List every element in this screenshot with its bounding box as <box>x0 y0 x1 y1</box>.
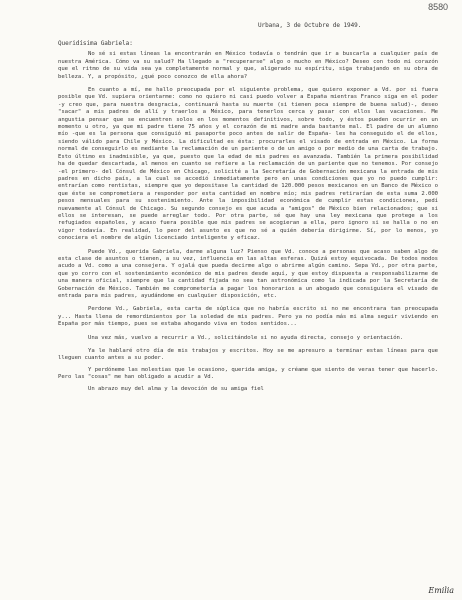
archive-number: 8580 <box>428 2 448 12</box>
dateline: Urbana, 3 de Octubre de 1949. <box>258 22 362 29</box>
signature: Emilia <box>428 585 454 595</box>
paragraph: Puede Vd., querida Gabriela, darme alguna luz? Pienso que Vd. conoce a personas que acaso saben algo de esta clase de asuntos o tienen, a su vez, influencia en las altas esferas. Quizá estoy equivocada. De todos modos acudo a Vd. como a una consejera. Y ojalá que pueda decirme algo o abrirme algún camino. Sepa Vd., por otra parte, que yo corro con el sostenimiento económico de mis padres desde aquí, y que estoy dispuesta a responsabilizarme de una manera oficial, siempre que la cantidad fijada no sea tan astronómica como la indicada por la Secretaría de Gobernación de México. También me comprometería a pagar los honorarios a un abogado que consiguiera el visado de entrada para mis padres, ayudándome en cualquier disposición, etc. <box>58 248 438 299</box>
closing-line: Ya le hablaré otro día de mis trabajos y escritos. Hoy se me apresuro a terminar estas líneas para que lleguen cuanto antes a su poder. <box>58 348 438 362</box>
closing-line: Un abrazo muy del alma y la devoción de su amiga fiel <box>88 385 264 392</box>
paragraph: En cuanto a mí, me hallo preocupada por el siguiente problema, que quiero exponer a Vd. por si fuera posible que Vd. supiera orientarme: como no quiero ni casi puedo volver a España mientras Franco siga en el poder -y creo que, para nuestra desgracia, continuará hasta su muerte (si tienen poca siempre de buena salud)-, deseo "sacar" a mis padres de allí y traerlos a México, para tenerlos cerca y pasar con ellos las vacaciones. Me angustia pensar que se encuentren solos en los momentos definitivos, sobre todo, y éstos pueden ocurrir en un momento u otro, ya que mi padre tiene 75 años y el corazón de mi madre anda bastante mal. El padre de un alumno mío -que es la persona que consiguió mi pasaporte poco antes de salir de España- les ha conseguido el de ellos, siendo válido para Chile y México. La dificultad es ésta: procurarles el visado de entrada en México. La forma normal de conseguirlo es mediante la reclamación de un pariente o de un amigo o por medio de una carta de trabajo. Esto último es inadmisible, ya que, puesto que la edad de mis padres es avanzada. También la primera posibilidad ha de quedar descartada, al menos en cuanto se refiere a la reclamación de un pariente que no tenemos. Por consejo -el primero- del Cónsul de México en Chicago, solicité a la Secretaría de Gobernación mexicana la entrada de mis padres en dicho país, a la cual se accedió inmediatamente pero en unas condiciones que yo no puedo cumplir: entrarían como rentistas, siempre que yo depositase la cantidad de 120.000 pesos mexicanos en un Banco de México o que éste se comprometiera a responder por esta cantidad en nombre mío; mis padres retirarían de esta suma 2.000 pesos mensuales para su sostenimiento. Ante la imposibilidad económica de cumplir estas condiciones, pedí nuevamente al Cónsul de Chicago. Su segundo consejo es que acuda a "amigos" de México bien relacionados; que si ellos se interesan, se puede arreglar todo. Por otra parte, sé que hay una ley mexicana que protege a los refugiados españoles, y acaso fuera posible que mis padres se acogieran a ella, pero ignoro si se halla o no en vigor todavía. En realidad, lo peor del asunto es que no sé a quién debería dirigirme. Sí, por lo menos, yo conociera el nombre de algún licenciado inteligente y eficaz. <box>58 87 438 242</box>
salutation: Queridísima Gabriela: <box>58 40 133 47</box>
paragraph: Perdone Vd., Gabriela, esta carta de súplica que no habría escrito si no me encontrara tan preocupada y... Hasta llena de remordimientos por la soledad de mis padres. Pero ya no podía más mi alma seguir viviendo en España por más tiempo, pues se estaba ahogando viva en todos sentidos... <box>58 306 438 328</box>
paragraph: No sé si estas líneas la encontrarán en México todavía o tendrán que ir a buscarla a cualquier país de nuestra América. Cómo va su salud? Ha llegado a "recuperarse" algo o mucho en México? Deseo con todo mi corazón que el ritmo de su vida sea ya completamente normal y que, aligerado su espíritu, siga trabajando en su obra de belleza. Y, a propósito, ¿qué poco conozco de ella ahora? <box>58 51 438 80</box>
paragraph: Una vez más, vuelvo a recurrir a Vd., solicitándole si no ayuda directa, consejo y orientación. <box>88 334 404 341</box>
closing <box>58 348 438 393</box>
closing-line: Y perdóneme las molestias que le ocasiono, querida amiga, y créame que siento de veras tener que hacerlo. Pero las "cosas" me han obligado a acudir a Vd. <box>58 366 438 381</box>
letter-body <box>58 40 438 397</box>
